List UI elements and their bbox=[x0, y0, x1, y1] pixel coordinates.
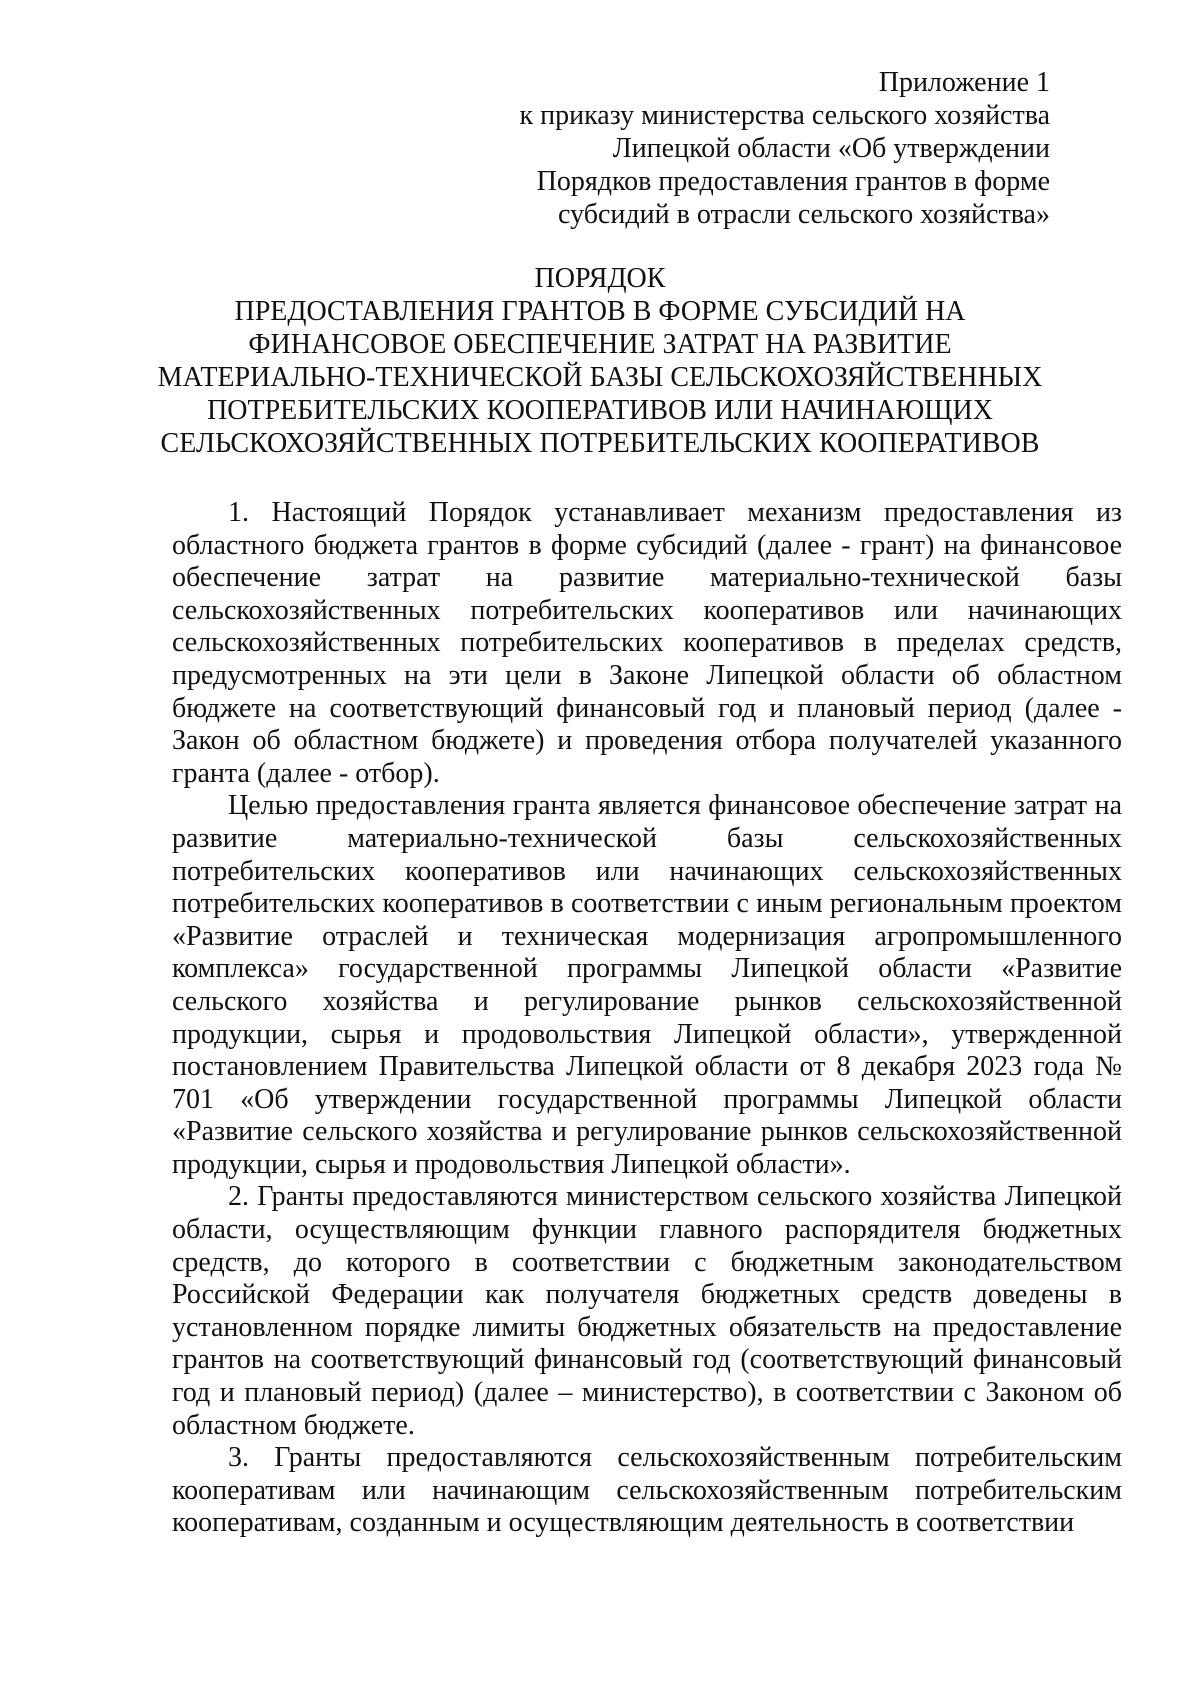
paragraph-3: 3. Гранты предоставляются сельскохозяйственным потребительским кооперативам или начинающим сельскохозяйственным потребительским кооперативам, созданным и осуществляющим деятельность в соответствии bbox=[172, 1442, 1122, 1539]
document-title bbox=[150, 262, 1050, 460]
appendix-line: Приложение 1 bbox=[878, 67, 1050, 98]
paragraph-1: 1. Настоящий Порядок устанавливает механизм предоставления из областного бюджета грантов в форме субсидий (далее - грант) на финансовое обеспечение затрат на развитие материально-технической базы сельскохозяйственных потребительских кооперативов или начинающих сельскохозяйственных потребительских кооперативов в пределах средств, предусмотренных на эти цели в Законе Липецкой области об областном бюджете на соответствующий финансовый год и плановый период (далее - Закон об областном бюджете) и проведения отбора получателей указанного гранта (далее - отбор). bbox=[172, 497, 1122, 789]
appendix-line: к приказу министерства сельского хозяйства bbox=[519, 100, 1050, 131]
appendix-line: Липецкой области «Об утверждении bbox=[612, 133, 1050, 164]
title-line: МАТЕРИАЛЬНО-ТЕХНИЧЕСКОЙ БАЗЫ СЕЛЬСКОХОЗЯЙСТВЕННЫХ bbox=[157, 362, 1043, 393]
appendix-line: Порядков предоставления грантов в форме bbox=[536, 166, 1050, 197]
title-line: ПОРЯДОК bbox=[534, 263, 666, 294]
appendix-line: субсидий в отрасли сельского хозяйства» bbox=[558, 199, 1050, 230]
title-line: СЕЛЬСКОХОЗЯЙСТВЕННЫХ ПОТРЕБИТЕЛЬСКИХ КООПЕРАТИВОВ bbox=[160, 428, 1040, 459]
paragraph-purpose: Целью предоставления гранта является финансовое обеспечение затрат на развитие материально-технической базы сельскохозяйственных потребительских кооперативов или начинающих сельскохозяйственных потребительских кооперативов в соответствии с иным региональным проектом «Развитие отраслей и техническая модернизация агропромышленного комплекса» государственной программы Липецкой области «Развитие сельского хозяйства и регулирование рынков сельскохозяйственной продукции, сырья и продовольствия Липецкой области», утвержденной постановлением Правительства Липецкой области от 8 декабря 2023 года № 701 «Об утверждении государственной программы Липецкой области «Развитие сельского хозяйства и регулирование рынков сельскохозяйственной продукции, сырья и продовольствия Липецкой области». bbox=[172, 790, 1122, 1180]
title-line: ПРЕДОСТАВЛЕНИЯ ГРАНТОВ В ФОРМЕ СУБСИДИЙ НА bbox=[234, 296, 966, 327]
title-line: ФИНАНСОВОЕ ОБЕСПЕЧЕНИЕ ЗАТРАТ НА РАЗВИТИЕ bbox=[248, 329, 952, 360]
title-line: ПОТРЕБИТЕЛЬСКИХ КООПЕРАТИВОВ ИЛИ НАЧИНАЮЩИХ bbox=[207, 395, 993, 426]
document-body bbox=[172, 497, 1122, 1540]
paragraph-2: 2. Гранты предоставляются министерством сельского хозяйства Липецкой области, осуществляющим функции главного распорядителя бюджетных средств, до которого в соответствии с бюджетным законодательством Российской Федерации как получателя бюджетных средств доведены в установленном порядке лимиты бюджетных обязательств на предоставление грантов на соответствующий финансовый год (соответствующий финансовый год и плановый период) (далее – министерство), в соответствии с Законом об областном бюджете. bbox=[172, 1181, 1122, 1441]
appendix-header bbox=[350, 66, 1050, 231]
